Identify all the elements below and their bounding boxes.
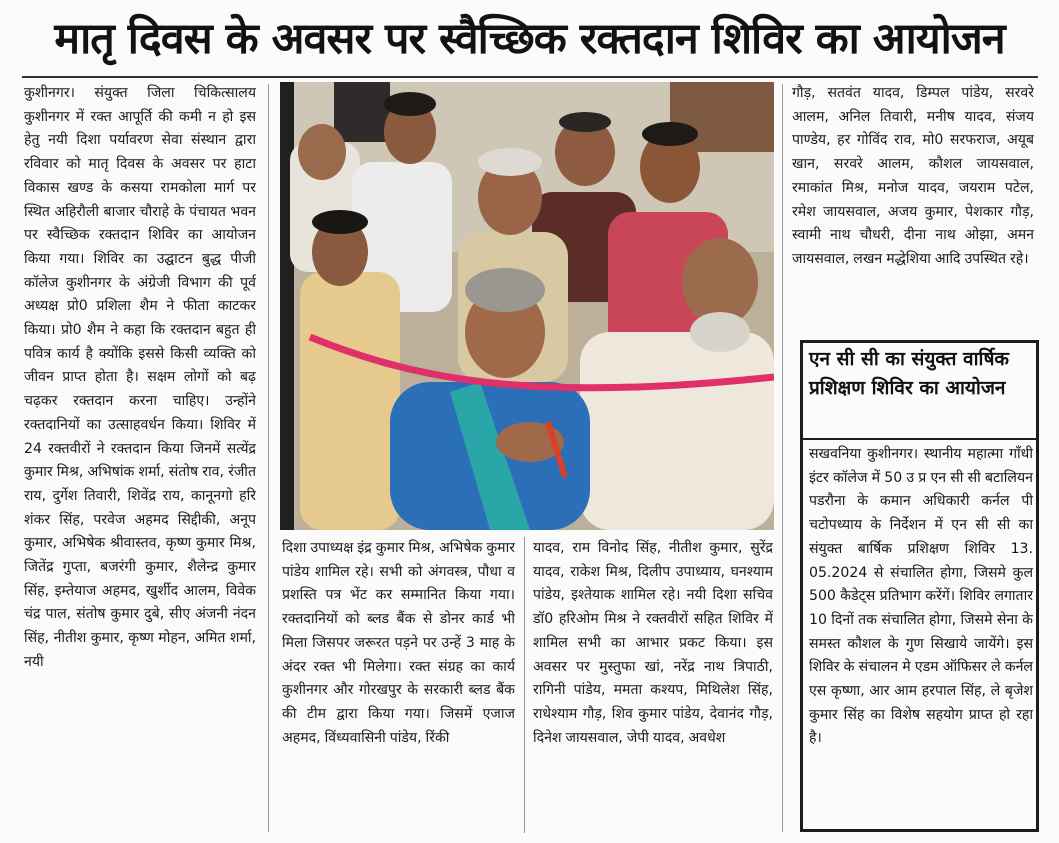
column-divider (782, 84, 783, 832)
article-column-4: गौड़, सतवंत यादव, डिम्पल पांडेय, सरवरे आलम, अनिल तिवारी, मनीष यादव, संजय पाण्डेय, हर गोविंद राव, मो0 सरफराज, अयूब खान, सरवरे आलम, कौशल जायसवाल, रमाकांत मिश्र, मनोज यादव, जयराम पटेल, रमेश जायसवाल, अजय कुमार, पेशकार गौड़, स्वामी नाथ चौधरी, दीना नाथ ओझा, अमन जायसवाल, लखन मद्धेशिया आदि उपस्थित रहे। (792, 85, 1034, 267)
ncc-headline-rule (803, 438, 1036, 440)
article-column-2: दिशा उपाध्यक्ष इंद्र कुमार मिश्र, अभिषेक कुमार पांडेय शामिल रहे। सभी को अंगवस्त्र, पौधा व प्रशस्ति पत्र भेंट कर सम्मानित किया गया। रक्तदानियों को ब्लड बैंक से डोनर कार्ड भी मिला जिसपर जरूरत पड़ने पर उन्हें 3 माह के अंदर रक्त भी मिलेगा। रक्त संग्रह का कार्य कुशीनगर और गोरखपुर के सरकारी ब्लड बैंक की टीम द्वारा किया गया। जिसमें एजाज अहमद, विंध्यवासिनी पांडेय, रिंकी (282, 540, 515, 746)
column-divider (268, 84, 269, 832)
column-divider (524, 537, 525, 833)
ncc-story-box (800, 340, 1039, 832)
article-column-1: कुशीनगर। संयुक्त जिला चिकित्सालय कुशीनगर में रक्त आपूर्ति की कमी न हो इस हेतु नयी दिशा पर्यावरण सेवा संस्थान द्वारा रविवार को मातृ दिवस के अवसर पर हाटा विकास खण्ड के कसया रामकोला मार्ग पर स्थित अहिरौली बाजार चौराहे के पंचायत भवन पर स्वैच्छिक रक्तदान शिविर का आयोजन किया गया। शिविर का उद्घाटन बुद्ध पीजी कॉलेज कुशीनगर के अंग्रेजी विभाग की पूर्व अध्यक्ष प्रो0 प्रशिला शैम ने फीता काटकर किया। प्रो0 शैम ने कहा कि रक्तदान बहुत ही पवित्र कार्य है क्योंकि इससे किसी व्यक्ति को जीवन प्राप्त होता है। सक्षम लोगों को बढ़ चढ़कर रक्तदान करना चाहिए। उन्होंने रक्तदानियों का उत्साहवर्धन किया। शिविर में 24 रक्तवीरों ने रक्तदान किया जिनमें सत्येंद्र कुमार मिश्र, अभिषांक शर्मा, संतोष राव, रंजीत राय, दुर्गेश तिवारी, शिवेंद्र राय, कानूनगो हरि शंकर सिंह, परवेज अहमद सिद्दीकी, अनूप कुमार, अभिषेक श्रीवास्तव, कृष्ण कुमार मिश्र, जितेंद्र गुप्ता, बजरंगी कुमार, शैलेन्द्र कुमार सिंह, इम्तेयाज अहमद, खुर्शीद आलम, विवेक चंद्र पाल, संतोष कुमार दुबे, सीए अंजनी नंदन सिंह, नीतीश कुमार, कृष्ण मोहन, अमित शर्मा, नयी (24, 85, 256, 670)
ribbon-cutting-photo (280, 82, 774, 530)
ncc-story-body: सखवनिया कुशीनगर। स्थानीय महात्मा गाँधी इंटर कॉलेज में 50 उ प्र एन सी सी बटालियन पडरौना के कमान अधिकारी कर्नल पी चटोपध्याय के निर्देशन में एन सी सी का संयुक्त बार्षिक प्रशिक्षण शिविर 13. 05.2024 से संचालित होगा, जिसमे कुल 500 कैडेट्स प्रतिभाग करेंगें। शिविर लगातार 10 दिनों तक संचालित होगा, जिसमे सेना के समस्त कौशल के गुण सिखाये जायेंगे। इस शिविर के संचालन मे एडम ऑफिसर ले कर्नल एस कृष्णा, आर आम हरपाल सिंह, ले बृजेश कुमार सिंह का विशेष सहयोग प्राप्त हो रहा है। (809, 446, 1033, 747)
page-headline: मातृ दिवस के अवसर पर स्वैच्छिक रक्तदान शिविर का आयोजन (54, 14, 1005, 64)
headline-rule (22, 76, 1038, 78)
news-photo (280, 82, 774, 530)
ncc-story-headline: एन सी सी का संयुक्त वार्षिक प्रशिक्षण शिविर का आयोजन (809, 348, 1010, 399)
article-column-3: यादव, राम विनोद सिंह, नीतीश कुमार, सुरेंद्र यादव, राकेश मिश्र, दिलीप उपाध्याय, घनश्याम पांडेय, इश्तेयाक शामिल रहे। नयी दिशा सचिव डॉ0 हरिओम मिश्र ने रक्तवीरों सहित शिविर में शामिल सभी का आभार प्रकट किया। इस अवसर पर मुस्तुफा खां, नरेंद्र नाथ त्रिपाठी, रागिनी पांडेय, ममता कश्यप, मिथिलेश सिंह, राधेश्याम गौड़, शिव कुमार पांडेय, देवानंद गौड़, दिनेश जायसवाल, जेपी यादव, अवधेश (533, 540, 773, 746)
